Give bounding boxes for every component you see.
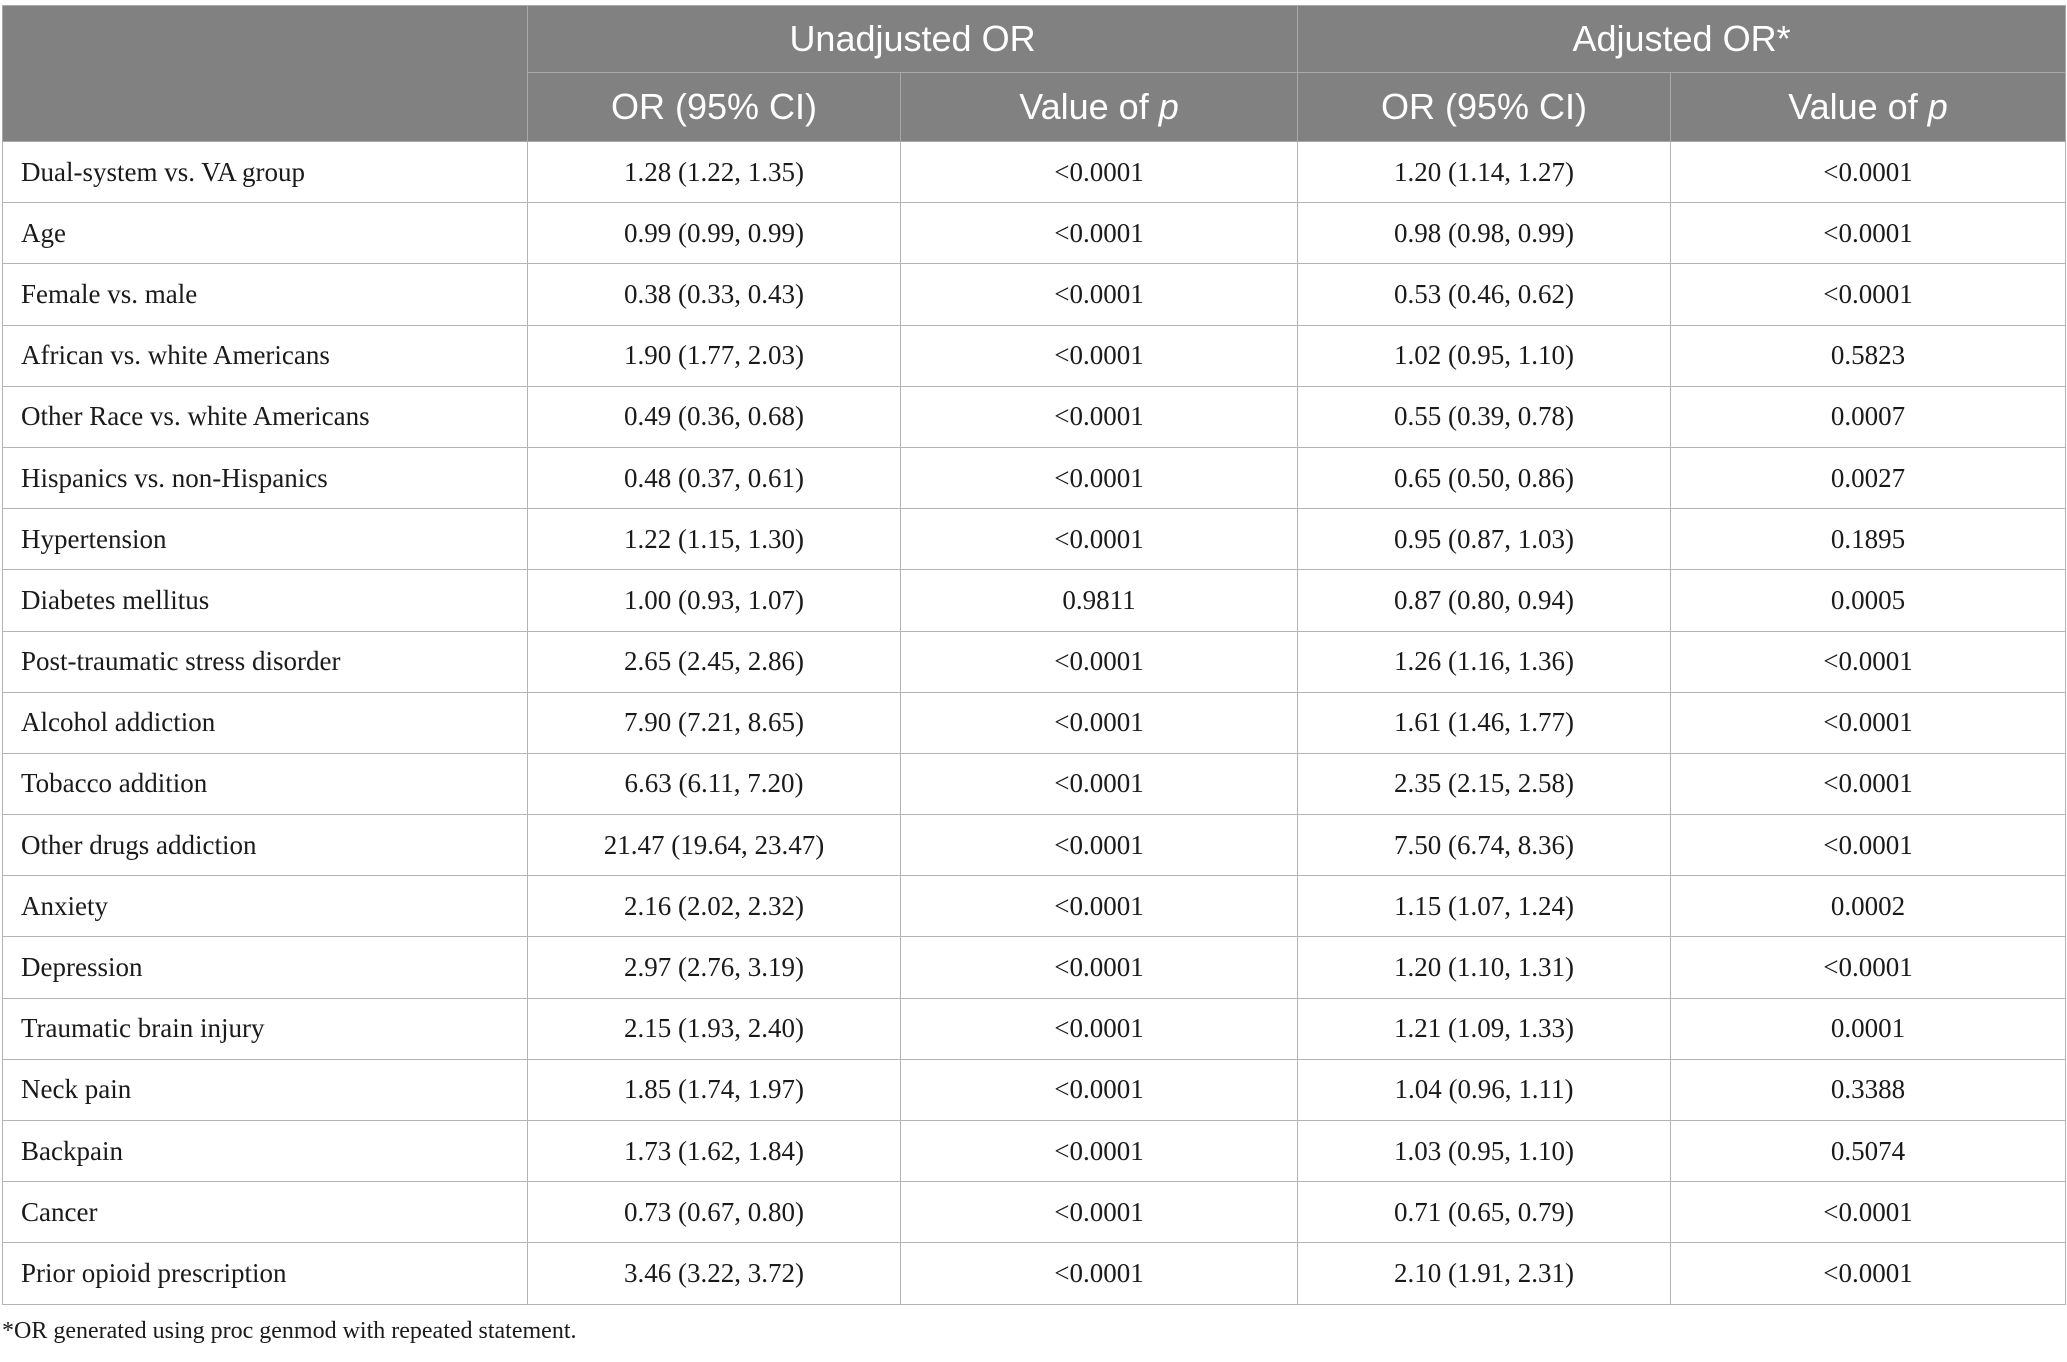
unadjusted-or-cell: 1.85 (1.74, 1.97) [528,1059,901,1120]
table-row [3,998,2066,1059]
unadjusted-p-cell: <0.0001 [901,1121,1298,1182]
row-label: Anxiety [3,876,528,937]
adjusted-p-cell: 0.0007 [1671,386,2066,447]
adjusted-or-cell: 2.35 (2.15, 2.58) [1298,753,1671,814]
adjusted-p-cell: 0.0027 [1671,447,2066,508]
header-empty-cell [3,6,528,142]
row-label: Depression [3,937,528,998]
unadjusted-or-cell: 2.65 (2.45, 2.86) [528,631,901,692]
unadjusted-or-cell: 0.73 (0.67, 0.80) [528,1182,901,1243]
unadjusted-or-cell: 0.38 (0.33, 0.43) [528,264,901,325]
adjusted-or-cell: 1.26 (1.16, 1.36) [1298,631,1671,692]
table-row [3,937,2066,998]
adjusted-or-cell: 0.87 (0.80, 0.94) [1298,570,1671,631]
adjusted-p-cell: 0.5074 [1671,1121,2066,1182]
adjusted-p-cell: <0.0001 [1671,631,2066,692]
table-row [3,142,2066,203]
table-row [3,753,2066,814]
header-p-symbol: p [1158,86,1179,127]
adjusted-or-cell: 0.53 (0.46, 0.62) [1298,264,1671,325]
table-row [3,325,2066,386]
unadjusted-p-cell: <0.0001 [901,1182,1298,1243]
unadjusted-or-cell: 1.00 (0.93, 1.07) [528,570,901,631]
adjusted-or-cell: 0.98 (0.98, 0.99) [1298,203,1671,264]
adjusted-p-cell: <0.0001 [1671,753,2066,814]
unadjusted-or-cell: 21.47 (19.64, 23.47) [528,815,901,876]
header-value-of-label: Value of [1788,86,1928,127]
adjusted-p-cell: <0.0001 [1671,203,2066,264]
header-adjusted-p-value [1671,73,2066,142]
table-row [3,509,2066,570]
unadjusted-p-cell: <0.0001 [901,447,1298,508]
table-row [3,570,2066,631]
unadjusted-p-cell: <0.0001 [901,937,1298,998]
row-label: Alcohol addiction [3,692,528,753]
row-label: African vs. white Americans [3,325,528,386]
row-label: Prior opioid prescription [3,1243,528,1304]
adjusted-p-cell: 0.3388 [1671,1059,2066,1120]
adjusted-or-cell: 1.61 (1.46, 1.77) [1298,692,1671,753]
adjusted-p-cell: 0.5823 [1671,325,2066,386]
adjusted-or-cell: 2.10 (1.91, 2.31) [1298,1243,1671,1304]
unadjusted-p-cell: <0.0001 [901,386,1298,447]
row-label: Neck pain [3,1059,528,1120]
adjusted-p-cell: 0.0005 [1671,570,2066,631]
table-row [3,692,2066,753]
row-label: Other drugs addiction [3,815,528,876]
row-label: Post-traumatic stress disorder [3,631,528,692]
adjusted-p-cell: <0.0001 [1671,1243,2066,1304]
adjusted-p-cell: <0.0001 [1671,142,2066,203]
unadjusted-or-cell: 0.99 (0.99, 0.99) [528,203,901,264]
adjusted-or-cell: 0.55 (0.39, 0.78) [1298,386,1671,447]
row-label: Diabetes mellitus [3,570,528,631]
header-row-groups [3,6,2066,73]
adjusted-or-cell: 1.03 (0.95, 1.10) [1298,1121,1671,1182]
adjusted-p-cell: 0.1895 [1671,509,2066,570]
unadjusted-p-cell: <0.0001 [901,815,1298,876]
adjusted-or-cell: 1.20 (1.14, 1.27) [1298,142,1671,203]
table-row [3,447,2066,508]
row-label: Hispanics vs. non-Hispanics [3,447,528,508]
adjusted-or-cell: 0.65 (0.50, 0.86) [1298,447,1671,508]
adjusted-p-cell: <0.0001 [1671,1182,2066,1243]
unadjusted-p-cell: <0.0001 [901,753,1298,814]
adjusted-or-cell: 0.95 (0.87, 1.03) [1298,509,1671,570]
unadjusted-or-cell: 1.28 (1.22, 1.35) [528,142,901,203]
unadjusted-or-cell: 2.15 (1.93, 2.40) [528,998,901,1059]
adjusted-p-cell: <0.0001 [1671,264,2066,325]
unadjusted-or-cell: 1.22 (1.15, 1.30) [528,509,901,570]
row-label: Age [3,203,528,264]
header-adjusted-or-ci: OR (95% CI) [1298,73,1671,142]
row-label: Tobacco addition [3,753,528,814]
unadjusted-p-cell: <0.0001 [901,142,1298,203]
unadjusted-or-cell: 1.90 (1.77, 2.03) [528,325,901,386]
unadjusted-p-cell: <0.0001 [901,325,1298,386]
table-row [3,1059,2066,1120]
table-row [3,1243,2066,1304]
adjusted-or-cell: 0.71 (0.65, 0.79) [1298,1182,1671,1243]
table-header [3,6,2066,142]
adjusted-p-cell: <0.0001 [1671,937,2066,998]
results-table-container [2,5,2065,1305]
adjusted-p-cell: 0.0002 [1671,876,2066,937]
unadjusted-or-cell: 0.48 (0.37, 0.61) [528,447,901,508]
row-label: Other Race vs. white Americans [3,386,528,447]
unadjusted-p-cell: <0.0001 [901,203,1298,264]
unadjusted-p-cell: <0.0001 [901,1243,1298,1304]
header-p-symbol: p [1927,86,1948,127]
unadjusted-or-cell: 1.73 (1.62, 1.84) [528,1121,901,1182]
adjusted-or-cell: 1.21 (1.09, 1.33) [1298,998,1671,1059]
unadjusted-p-cell: <0.0001 [901,692,1298,753]
unadjusted-p-cell: <0.0001 [901,631,1298,692]
table-footnote: *OR generated using proc genmod with repeated statement. [2,1318,577,1344]
adjusted-or-cell: 1.04 (0.96, 1.11) [1298,1059,1671,1120]
table-row [3,631,2066,692]
adjusted-or-cell: 1.20 (1.10, 1.31) [1298,937,1671,998]
header-value-of-label: Value of [1019,86,1159,127]
unadjusted-or-cell: 0.49 (0.36, 0.68) [528,386,901,447]
adjusted-p-cell: <0.0001 [1671,815,2066,876]
unadjusted-or-cell: 6.63 (6.11, 7.20) [528,753,901,814]
unadjusted-p-cell: <0.0001 [901,264,1298,325]
unadjusted-or-cell: 7.90 (7.21, 8.65) [528,692,901,753]
table-body [3,142,2066,1305]
adjusted-p-cell: <0.0001 [1671,692,2066,753]
table-row [3,1121,2066,1182]
adjusted-or-cell: 1.15 (1.07, 1.24) [1298,876,1671,937]
unadjusted-or-cell: 2.16 (2.02, 2.32) [528,876,901,937]
unadjusted-or-cell: 3.46 (3.22, 3.72) [528,1243,901,1304]
unadjusted-p-cell: <0.0001 [901,1059,1298,1120]
table-row [3,1182,2066,1243]
header-adjusted-or: Adjusted OR* [1298,6,2066,73]
table-row [3,815,2066,876]
table-row [3,203,2066,264]
adjusted-or-cell: 1.02 (0.95, 1.10) [1298,325,1671,386]
row-label: Hypertension [3,509,528,570]
table-row [3,386,2066,447]
row-label: Female vs. male [3,264,528,325]
header-unadjusted-or: Unadjusted OR [528,6,1298,73]
row-label: Traumatic brain injury [3,998,528,1059]
adjusted-p-cell: 0.0001 [1671,998,2066,1059]
unadjusted-p-cell: 0.9811 [901,570,1298,631]
unadjusted-p-cell: <0.0001 [901,509,1298,570]
row-label: Backpain [3,1121,528,1182]
adjusted-or-cell: 7.50 (6.74, 8.36) [1298,815,1671,876]
row-label: Dual-system vs. VA group [3,142,528,203]
odds-ratio-table [2,5,2066,1305]
unadjusted-p-cell: <0.0001 [901,876,1298,937]
unadjusted-or-cell: 2.97 (2.76, 3.19) [528,937,901,998]
row-label: Cancer [3,1182,528,1243]
table-row [3,264,2066,325]
header-unadjusted-or-ci: OR (95% CI) [528,73,901,142]
unadjusted-p-cell: <0.0001 [901,998,1298,1059]
header-unadjusted-p-value [901,73,1298,142]
table-row [3,876,2066,937]
